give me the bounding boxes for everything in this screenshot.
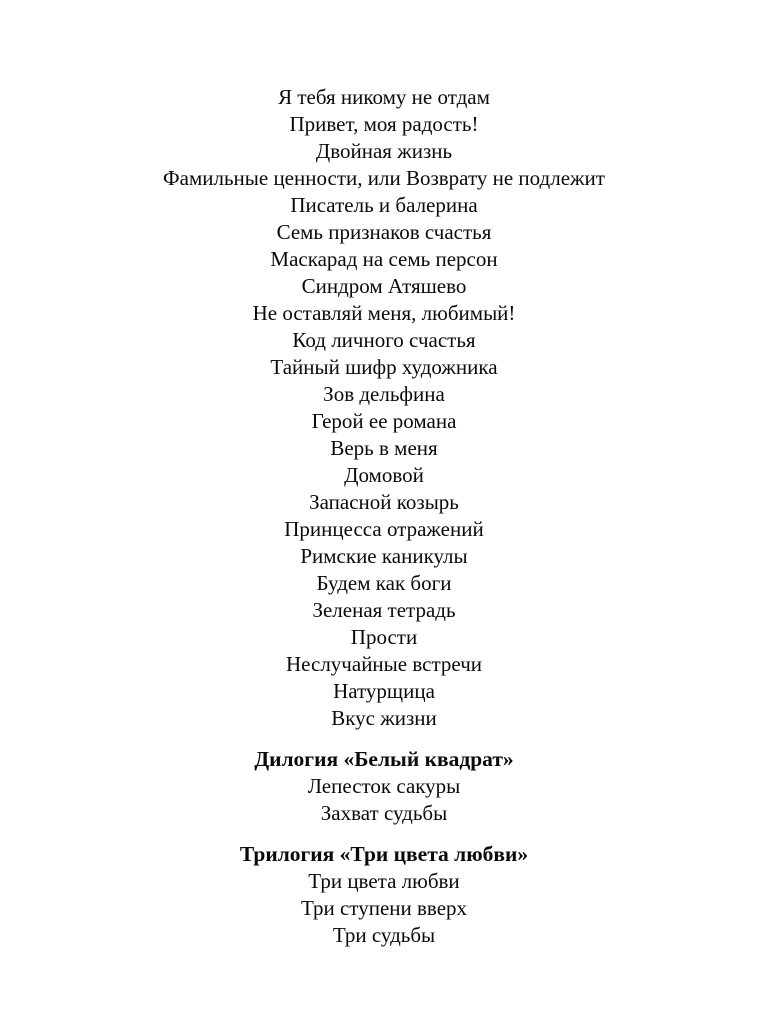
series-section-three-colors-of-love	[0, 841, 768, 949]
book-title: Три ступени вверх	[300, 896, 468, 920]
book-title: Три судьбы	[332, 923, 436, 947]
book-title: Я тебя никому не отдам	[278, 85, 490, 109]
book-title: Тайный шифр художника	[270, 355, 498, 379]
book-title: Римские каникулы	[300, 544, 468, 568]
book-title: Не оставляй меня, любимый!	[252, 301, 516, 325]
book-title: Код личного счастья	[292, 328, 476, 352]
book-title: Верь в меня	[330, 436, 438, 460]
book-title: Домовой	[344, 463, 424, 487]
book-title: Неслучайные встречи	[286, 652, 482, 676]
series-title-list	[0, 773, 768, 827]
book-title: Лепесток сакуры	[307, 774, 461, 798]
book-title: Зеленая тетрадь	[312, 598, 456, 622]
series-heading: Трилогия «Три цвета любви»	[239, 842, 529, 866]
book-title: Запасной козырь	[309, 490, 459, 514]
book-title: Вкус жизни	[331, 706, 437, 730]
book-title: Семь признаков счастья	[276, 220, 492, 244]
book-title: Фамильные ценности, или Возврату не подлежит	[163, 166, 605, 190]
series-title-list	[0, 868, 768, 949]
book-title: Будем как боги	[316, 571, 452, 595]
book-title: Маскарад на семь персон	[270, 247, 498, 271]
book-title: Натурщица	[333, 679, 435, 703]
book-title: Герой ее романа	[311, 409, 457, 433]
book-title: Захват судьбы	[320, 801, 448, 825]
series-heading: Дилогия «Белый квадрат»	[254, 747, 514, 771]
standalone-title-list	[0, 84, 768, 732]
book-title: Привет, моя радость!	[289, 112, 479, 136]
series-section-white-square	[0, 746, 768, 827]
book-title: Двойная жизнь	[315, 139, 453, 163]
book-title: Три цвета любви	[308, 869, 460, 893]
book-title: Писатель и балерина	[290, 193, 478, 217]
book-title: Зов дельфина	[323, 382, 445, 406]
book-title: Принцесса отражений	[284, 517, 484, 541]
book-title: Синдром Атяшево	[301, 274, 467, 298]
book-title: Прости	[350, 625, 418, 649]
